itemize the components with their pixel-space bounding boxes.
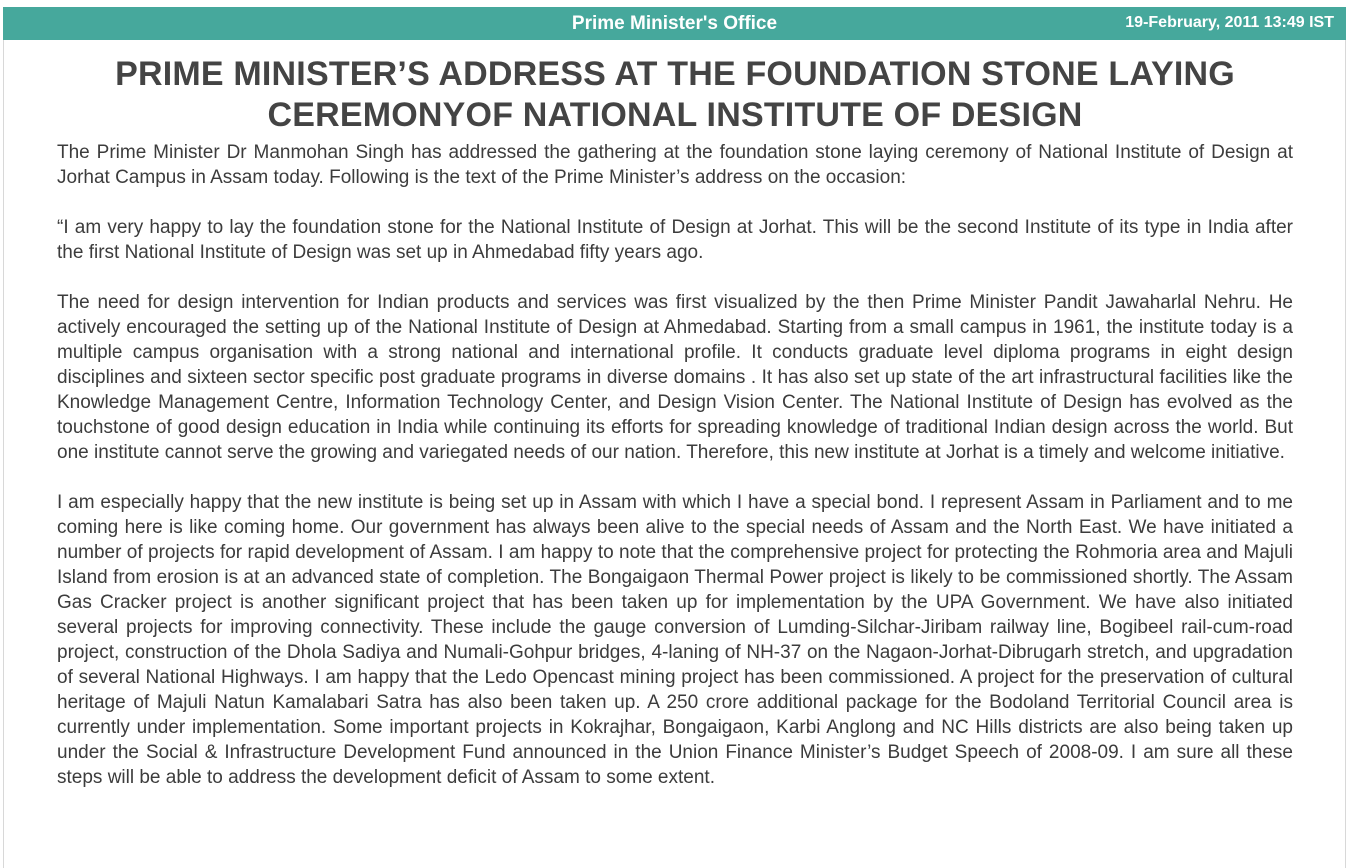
header-bar xyxy=(3,7,1346,40)
article-paragraph-intro: The Prime Minister Dr Manmohan Singh has addressed the gathering at the foundation stone laying ceremony of National Institute of Design at Jorhat Campus in Assam today. Following is the text of the Prime Minister’s address on the occasion: xyxy=(57,142,1293,188)
article-paragraph-assam: I am especially happy that the new institute is being set up in Assam with which I have a special bond. I represent Assam in Parliament and to me coming here is like coming home. Our government has always been alive to the special needs of Assam and the North East. We have initiated a number of projects for rapid development of Assam. I am happy to note that the comprehensive project for protecting the Rohmoria area and Majuli Island from erosion is at an advanced state of completion. The Bongaigaon Thermal Power project is likely to be commissioned shortly. The Assam Gas Cracker project is another significant project that has been taken up for implementation by the UPA Government. We have also initiated several projects for improving connectivity. These include the gauge conversion of Lumding-Silchar-Jiribam railway line, Bogibeel rail-cum-road project, construction of the Dhola Sadiya and Numali-Gohpur bridges, 4-laning of NH-37 on the Nagaon-Jorhat-Dibrugarh stretch, and upgradation of several National Highways. I am happy that the Ledo Opencast mining project has been commissioned. A project for the preservation of cultural heritage of Majuli Natun Kamalabari Satra has also been taken up. A 250 crore additional package for the Bodoland Territorial Council area is currently under implementation. Some important projects in Kokrajhar, Bongaigaon, Karbi Anglong and NC Hills districts are also being taken up under the Social & Infrastructure Development Fund announced in the Union Finance Minister’s Budget Speech of 2008-09. I am sure all these steps will be able to address the development deficit of Assam to some extent. xyxy=(57,492,1293,788)
article-paragraph-opening: “I am very happy to lay the foundation stone for the National Institute of Design at Jorhat. This will be the second Institute of its type in India after the first National Institute of Design was set up in Ahmedabad fifty years ago. xyxy=(57,217,1293,263)
page-title: PRIME MINISTER’S ADDRESS AT THE FOUNDATION STONE LAYING CEREMONYOF NATIONAL INSTITUTE OF DESIGN xyxy=(115,55,1235,134)
office-name: Prime Minister's Office xyxy=(571,13,778,34)
article-paragraph-history: The need for design intervention for Indian products and services was first visualized by the then Prime Minister Pandit Jawaharlal Nehru. He actively encouraged the setting up of the National Institute of Design at Ahmedabad. Starting from a small campus in 1961, the institute today is a multiple campus organisation with a strong national and international profile. It conducts graduate level diploma programs in eight design disciplines and sixteen sector specific post graduate programs in diverse domains . It has also set up state of the art infrastructural facilities like the Knowledge Management Centre, Information Technology Center, and Design Vision Center. The National Institute of Design has evolved as the touchstone of good design education in India while continuing its efforts for spreading knowledge of traditional Indian design across the world. But one institute cannot serve the growing and variegated needs of our nation. Therefore, this new institute at Jorhat is a timely and welcome initiative. xyxy=(57,292,1293,463)
article xyxy=(57,54,1293,790)
release-datetime: 19-February, 2011 13:49 IST xyxy=(1125,14,1334,31)
